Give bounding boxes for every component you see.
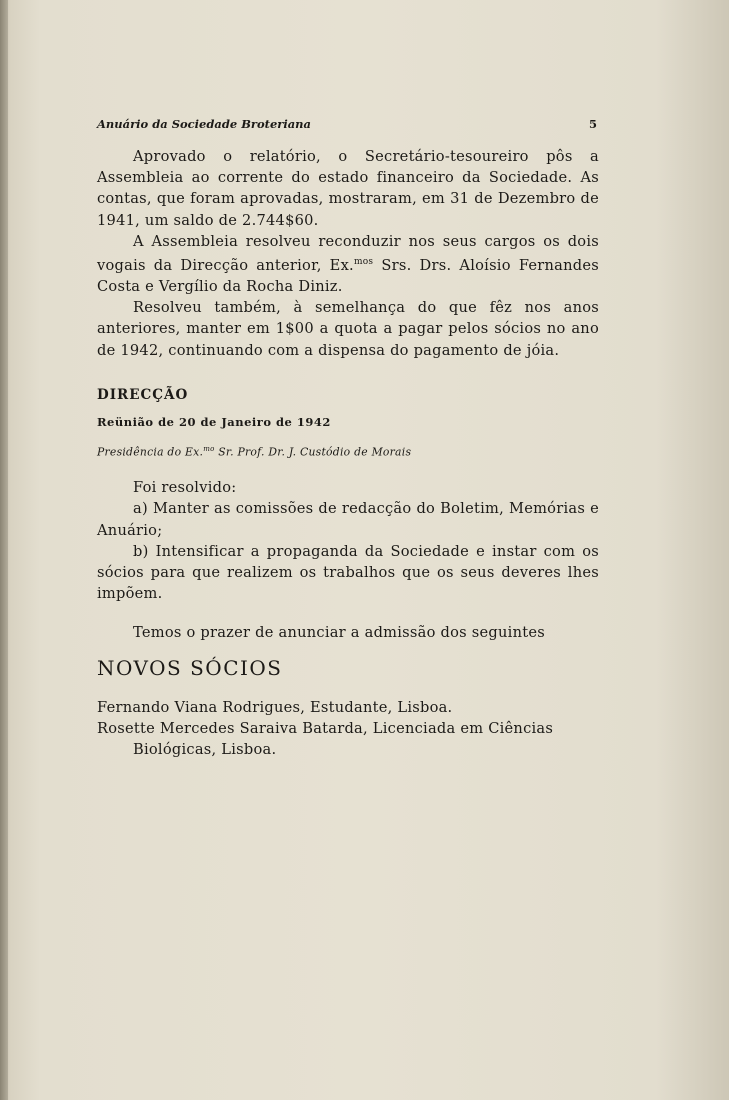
paragraph-quota: Resolveu também, à semelhança do que fêz nos anos anteriores, manter em 1$00 a quota a pagar pelos sócios no ano de 1942, continuando com a dispensa do pagamento de jóia. [97,299,599,359]
page-body [97,146,599,760]
page-spine-edge [0,0,8,1100]
section-title: DIRECÇÃO [97,386,189,403]
running-title: Anuário da Sociedade Broteriana [97,117,311,131]
presidency-line: Presidência do Ex.$^{mo}$ Sr. Prof. Dr. J. Custódio de Morais [97,445,412,459]
announcement-line: Temos o prazer de anunciar a admissão dos seguintes [133,624,545,642]
paragraph-report: Aprovado o relatório, o Secretário-tesoureiro pôs a Assembleia ao corrente do estado financeiro da Sociedade. As contas, que foram aprovadas, mostraram, em 31 de Dezembro de 1941, um saldo de 2.744$60. [97,148,599,229]
page-number: 5 [588,117,597,131]
paragraph-assembly: A Assembleia resolveu reconduzir nos seus cargos os dois vogais da Direcção anterior, Ex.$^{mos}$ Srs. Drs. Aloísio Fernandes Costa e Vergílio da Rocha Diniz. [97,232,599,296]
resolved-intro: Foi resolvido: [133,479,237,497]
new-members-title: NOVOS SÓCIOS [97,655,283,680]
member-entry: Rosette Mercedes Saraiva Batarda, Licenciada em Ciências Biológicas, Lisboa. [97,719,554,759]
resolved-item-b: b) Intensificar a propaganda da Sociedade e instar com os sócios para que realizem os trabalhos que os seus deveres lhes impõem. [97,542,599,603]
running-header [97,117,597,131]
resolved-item-a: a) Manter as comissões de redacção do Boletim, Memórias e Anuário; [97,500,599,539]
meeting-heading: Reünião de 20 de Janeiro de 1942 [97,415,331,430]
member-entry: Fernando Viana Rodrigues, Estudante, Lisboa. [97,698,453,716]
